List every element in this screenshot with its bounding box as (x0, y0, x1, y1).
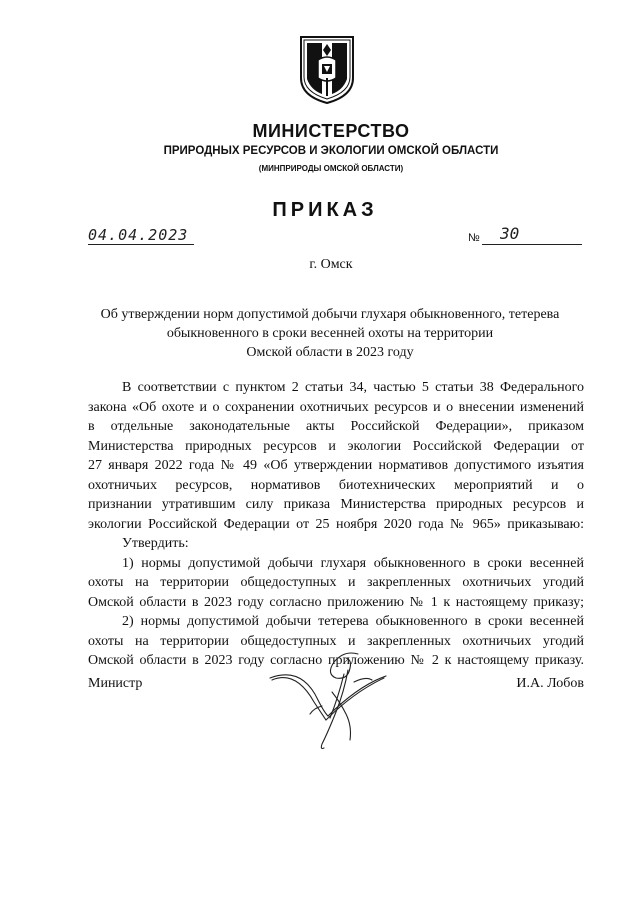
number-underline (482, 244, 582, 245)
signatory-name: И.А. Лобов (516, 676, 584, 691)
preamble-line: охотничьих ресурсов, нормативов биотехнических мероприятий и о (88, 477, 584, 493)
subject-line: Омской области в 2023 году (246, 345, 414, 360)
document-type: ПРИКАЗ (272, 199, 378, 221)
preamble-line: в отдельные законодательные акты Российской Федерации», приказом (88, 419, 584, 434)
document-number (468, 226, 582, 248)
org-subtitle: ПРИРОДНЫХ РЕСУРСОВ И ЭКОЛОГИИ ОМСКОЙ ОБЛАСТИ (163, 145, 499, 157)
document-date (88, 224, 194, 248)
preamble-line: Министерства природных ресурсов и экологии Российской Федерации от (88, 438, 584, 454)
org-title: МИНИСТЕРСТВО (252, 121, 410, 141)
number-sign: № (468, 232, 480, 244)
city: г. Омск (309, 257, 353, 272)
preamble-line: В соответствии с пунктом 2 статьи 34, частью 5 статьи 38 Федерального (122, 380, 584, 395)
item2-line: 2) нормы допустимой добычи тетерева обыкновенного в сроки весенней (122, 614, 584, 629)
preamble-line: 27 января 2022 года № 49 «Об утверждении нормативов допустимого изъятия (88, 458, 584, 473)
preamble-line: экологии Российской Федерации от 25 ноября 2020 года № 965» приказываю: (88, 516, 584, 532)
item2-line: охоты на территории общедоступных и закрепленных охотничьих угодий (88, 633, 584, 649)
item1-line: охоты на территории общедоступных и закрепленных охотничьих угодий (88, 575, 584, 590)
preamble-line: признании утратившим силу приказа Министерства природных ресурсов и (88, 497, 584, 512)
preamble-line: закона «Об охоте и о сохранении охотничьих ресурсов и о внесении изменений (88, 399, 584, 415)
subject-line: обыкновенного в сроки весенней охоты на территории (166, 326, 494, 341)
item1-line: 1) нормы допустимой добычи глухаря обыкновенного в сроки весенней (122, 555, 584, 571)
document-subject (80, 305, 580, 362)
document-body (88, 378, 584, 671)
org-short-name: (МИНПРИРОДЫ ОМСКОЙ ОБЛАСТИ) (258, 164, 404, 173)
date-underline (88, 244, 194, 245)
item1-line: Омской области в 2023 году согласно приложению № 1 к настоящему приказу; (88, 594, 584, 610)
date-value: 04.04.2023 (88, 226, 189, 244)
signatory-position: Министр (88, 676, 143, 691)
handwritten-signature-icon (262, 648, 394, 770)
subject-line: Об утверждении норм допустимой добычи глухаря обыкновенного, тетерева (100, 307, 560, 322)
item2-line: Омской области в 2023 году согласно приложению № 2 к настоящему приказу. (88, 653, 584, 668)
number-value: 30 (500, 224, 520, 243)
omsk-coat-of-arms-icon (298, 34, 356, 106)
approve-label: Утвердить: (122, 536, 189, 551)
